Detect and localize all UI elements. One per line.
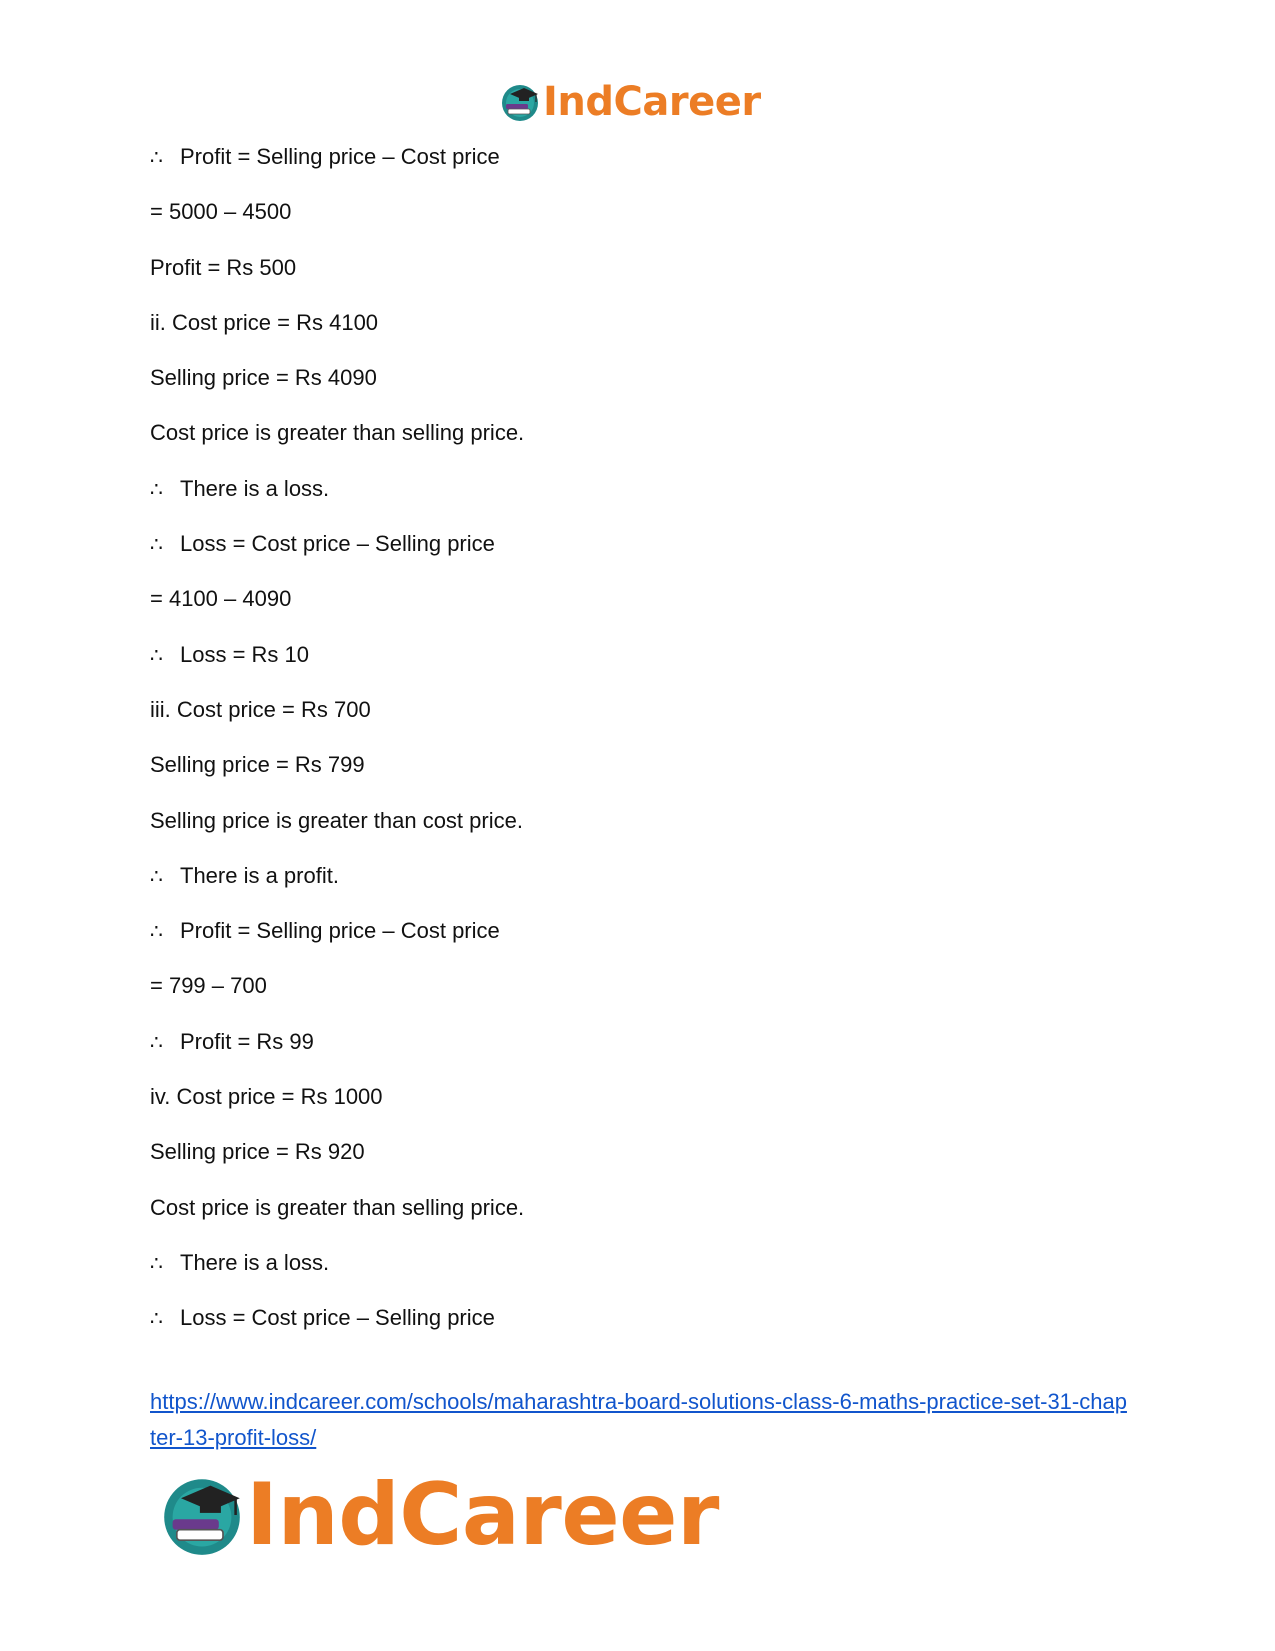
- solution-line: [150, 1249, 1150, 1304]
- solution-line-text: Cost price is greater than selling price.: [150, 420, 525, 446]
- therefore-symbol: ∴: [150, 532, 163, 557]
- solution-line: [150, 972, 1150, 1027]
- solution-line-text: Profit = Rs 500: [150, 254, 297, 280]
- solution-line-text: Selling price is greater than cost price.: [150, 807, 523, 833]
- solution-line: [150, 475, 1150, 530]
- header-logo: [500, 78, 761, 126]
- solution-line: [150, 641, 1150, 696]
- solution-line: [150, 1138, 1150, 1193]
- solution-line-text: Cost price is greater than selling price.: [150, 1194, 525, 1220]
- therefore-symbol: ∴: [150, 1306, 163, 1331]
- solution-line-text: iv. Cost price = Rs 1000: [150, 1084, 383, 1110]
- solution-line-text: There is a profit.: [180, 862, 339, 888]
- solution-line-text: Selling price = Rs 920: [150, 1139, 365, 1165]
- solution-line-text: There is a loss.: [180, 1249, 330, 1275]
- solution-line: [150, 530, 1150, 585]
- therefore-symbol: ∴: [150, 863, 163, 888]
- therefore-symbol: ∴: [150, 1029, 163, 1054]
- solution-line: [150, 419, 1150, 474]
- solution-line: [150, 585, 1150, 640]
- solution-line: [150, 143, 1150, 198]
- solution-line-text: Loss = Cost price – Selling price: [180, 531, 495, 557]
- solution-line: [150, 917, 1150, 972]
- indcareer-emblem-icon: [160, 1473, 244, 1557]
- indcareer-emblem-icon: [500, 82, 540, 122]
- solution-line-text: = 5000 – 4500: [150, 199, 292, 225]
- source-link[interactable]: https://www.indcareer.com/schools/maharashtra-board-solutions-class-6-maths-practice-set-31-chapter-13-profit-loss/: [150, 1389, 1127, 1450]
- logo-text: IndCareer: [543, 79, 761, 125]
- solution-line-text: Profit = Selling price – Cost price: [180, 918, 500, 944]
- solution-line-text: Profit = Rs 99: [180, 1028, 314, 1054]
- solution-line: [150, 364, 1150, 419]
- solution-line: [150, 1194, 1150, 1249]
- footer-logo: [160, 1465, 719, 1565]
- solution-line: [150, 198, 1150, 253]
- solution-line-text: iii. Cost price = Rs 700: [150, 696, 371, 722]
- solution-line: [150, 1304, 1150, 1359]
- solution-line: [150, 696, 1150, 751]
- solution-line-text: Selling price = Rs 799: [150, 752, 365, 778]
- solution-line-text: There is a loss.: [180, 475, 330, 501]
- solution-line: [150, 751, 1150, 806]
- solution-line: [150, 254, 1150, 309]
- solution-line-text: = 4100 – 4090: [150, 586, 292, 612]
- solution-line-text: Selling price = Rs 4090: [150, 365, 377, 391]
- therefore-symbol: ∴: [150, 642, 163, 667]
- therefore-symbol: ∴: [150, 145, 163, 169]
- logo-text: IndCareer: [246, 1465, 719, 1565]
- solution-line-text: = 799 – 700: [150, 973, 267, 999]
- solution-line: [150, 309, 1150, 364]
- solution-line: [150, 1028, 1150, 1083]
- solution-line: [150, 862, 1150, 917]
- solution-line-text: Profit = Selling price – Cost price: [180, 144, 500, 169]
- therefore-symbol: ∴: [150, 919, 163, 944]
- solution-line-text: Loss = Rs 10: [180, 641, 310, 667]
- solution-content: [150, 143, 1150, 1360]
- solution-line-text: ii. Cost price = Rs 4100: [150, 309, 379, 335]
- solution-line: [150, 807, 1150, 862]
- solution-line-text: Loss = Cost price – Selling price: [180, 1305, 495, 1331]
- therefore-symbol: ∴: [150, 1250, 163, 1275]
- therefore-symbol: ∴: [150, 476, 163, 501]
- solution-line: [150, 1083, 1150, 1138]
